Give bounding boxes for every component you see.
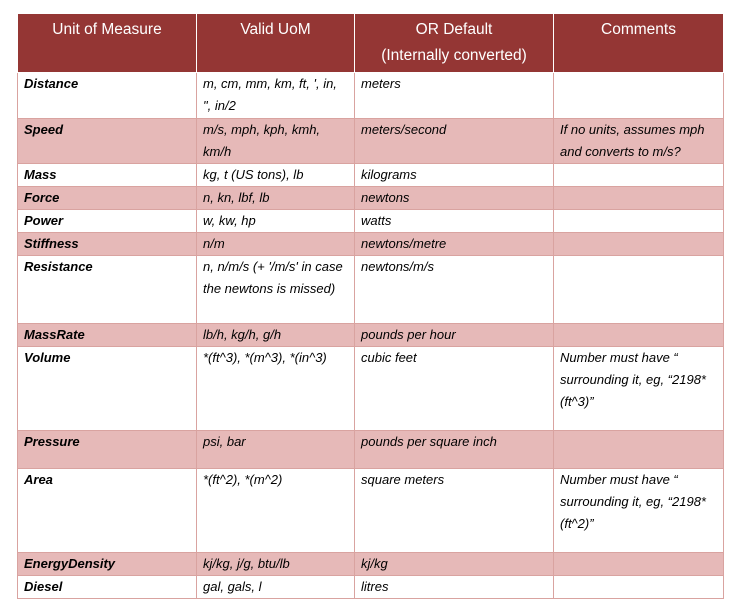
header-valid-uom bbox=[197, 14, 355, 73]
unit-cell: Volume bbox=[18, 347, 197, 431]
table-row bbox=[18, 347, 724, 431]
header-unit-of-measure bbox=[18, 14, 197, 73]
table-row bbox=[18, 187, 724, 210]
default-cell: meters bbox=[355, 73, 554, 119]
valid-cell: *(ft^3), *(m^3), *(in^3) bbox=[197, 347, 355, 431]
default-cell: kilograms bbox=[355, 164, 554, 187]
unit-cell: Stiffness bbox=[18, 233, 197, 256]
table-row bbox=[18, 233, 724, 256]
default-cell: cubic feet bbox=[355, 347, 554, 431]
comment-cell: Number must have “ surrounding it, eg, “2198*(ft^3)” bbox=[554, 347, 724, 431]
comment-cell: If no units, assumes mph and converts to m/s? bbox=[554, 119, 724, 164]
default-cell: pounds per hour bbox=[355, 324, 554, 347]
default-cell: litres bbox=[355, 576, 554, 599]
units-table bbox=[17, 13, 724, 599]
unit-cell: EnergyDensity bbox=[18, 553, 197, 576]
table-row bbox=[18, 324, 724, 347]
default-cell: pounds per square inch bbox=[355, 431, 554, 469]
comment-cell bbox=[554, 164, 724, 187]
unit-cell: Resistance bbox=[18, 256, 197, 324]
table-row bbox=[18, 73, 724, 119]
table-body bbox=[18, 73, 724, 599]
header-or-default bbox=[355, 14, 554, 73]
valid-cell: psi, bar bbox=[197, 431, 355, 469]
default-cell: newtons/metre bbox=[355, 233, 554, 256]
comment-cell bbox=[554, 576, 724, 599]
unit-cell: Mass bbox=[18, 164, 197, 187]
header-valid-label: Valid UoM bbox=[240, 21, 311, 38]
header-row bbox=[18, 14, 724, 73]
table-row bbox=[18, 431, 724, 469]
valid-cell: lb/h, kg/h, g/h bbox=[197, 324, 355, 347]
valid-cell: w, kw, hp bbox=[197, 210, 355, 233]
valid-cell: kg, t (US tons), lb bbox=[197, 164, 355, 187]
default-cell: square meters bbox=[355, 469, 554, 553]
unit-cell: MassRate bbox=[18, 324, 197, 347]
default-cell: newtons bbox=[355, 187, 554, 210]
comment-cell bbox=[554, 431, 724, 469]
comment-cell bbox=[554, 256, 724, 324]
unit-cell: Pressure bbox=[18, 431, 197, 469]
table-row bbox=[18, 469, 724, 553]
valid-cell: kj/kg, j/g, btu/lb bbox=[197, 553, 355, 576]
comment-cell bbox=[554, 553, 724, 576]
header-comments bbox=[554, 14, 724, 73]
valid-cell: *(ft^2), *(m^2) bbox=[197, 469, 355, 553]
valid-cell: n/m bbox=[197, 233, 355, 256]
unit-cell: Speed bbox=[18, 119, 197, 164]
unit-cell: Force bbox=[18, 187, 197, 210]
valid-cell: n, n/m/s (+ '/m/s' in case the newtons is missed) bbox=[197, 256, 355, 324]
valid-cell: gal, gals, l bbox=[197, 576, 355, 599]
default-cell: meters/second bbox=[355, 119, 554, 164]
comment-cell bbox=[554, 324, 724, 347]
unit-cell: Diesel bbox=[18, 576, 197, 599]
header-comments-label: Comments bbox=[601, 21, 676, 38]
table-row bbox=[18, 256, 724, 324]
valid-cell: m/s, mph, kph, kmh, km/h bbox=[197, 119, 355, 164]
header-unit-label: Unit of Measure bbox=[52, 21, 162, 38]
header-default-line2: (Internally converted) bbox=[381, 47, 527, 64]
comment-cell bbox=[554, 210, 724, 233]
header-default-line1: OR Default bbox=[415, 21, 493, 38]
comment-cell: Number must have “ surrounding it, eg, “2198*(ft^2)” bbox=[554, 469, 724, 553]
table-row bbox=[18, 576, 724, 599]
table-row bbox=[18, 164, 724, 187]
table-row bbox=[18, 210, 724, 233]
unit-cell: Distance bbox=[18, 73, 197, 119]
comment-cell bbox=[554, 187, 724, 210]
unit-cell: Area bbox=[18, 469, 197, 553]
unit-cell: Power bbox=[18, 210, 197, 233]
table-row bbox=[18, 553, 724, 576]
default-cell: newtons/m/s bbox=[355, 256, 554, 324]
comment-cell bbox=[554, 73, 724, 119]
table-row bbox=[18, 119, 724, 164]
comment-cell bbox=[554, 233, 724, 256]
default-cell: watts bbox=[355, 210, 554, 233]
valid-cell: m, cm, mm, km, ft, ', in, ", in/2 bbox=[197, 73, 355, 119]
valid-cell: n, kn, lbf, lb bbox=[197, 187, 355, 210]
default-cell: kj/kg bbox=[355, 553, 554, 576]
